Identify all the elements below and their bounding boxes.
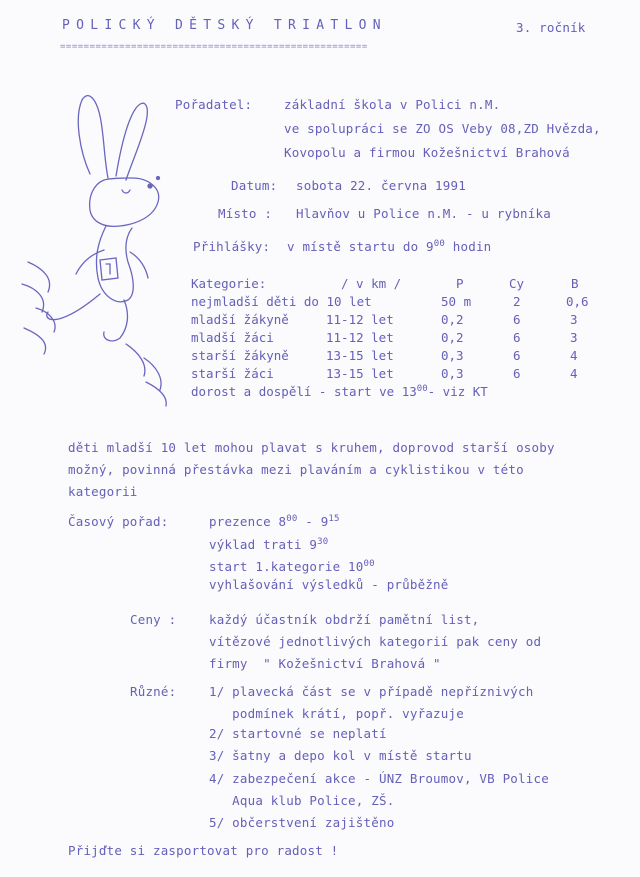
- organizer-line-2: ve spolupráci se ZO OS Veby 08,ZD Hvězda,: [284, 121, 601, 136]
- misc-item: 4/ zabezpečení akce - ÚNZ Broumov, VB Police: [209, 771, 549, 786]
- run-distance: 3: [570, 330, 578, 345]
- note-line-2: možný, povinná přestávka mezi plaváním a cyklistikou v této: [68, 462, 524, 477]
- prizes-line-1: každý účastník obdrží pamětní list,: [209, 612, 480, 627]
- category-age: 13-15 let: [326, 366, 394, 381]
- schedule-course: výklad trati $9^{30}$: [209, 536, 329, 552]
- header-unit: / v km /: [341, 276, 402, 291]
- run-distance: 4: [570, 366, 578, 381]
- organizer-line-1: základní škola v Polici n.M.: [284, 97, 501, 112]
- category-name: mladší žákyně: [191, 312, 289, 327]
- organizer-line-3: Kovopolu a firmou Kožešnictví Brahová: [284, 145, 570, 160]
- misc-label: Různé:: [130, 684, 177, 699]
- cycle-distance: 6: [513, 312, 521, 327]
- category-age: 11-12 let: [326, 330, 394, 345]
- place-value: Hlavňov u Police n.M. - u rybníka: [296, 206, 551, 221]
- bunny-drawing: [8, 82, 188, 412]
- registration-label: Přihlášky:: [193, 239, 271, 254]
- misc-item: 5/ občerstvení zajištěno: [209, 815, 395, 830]
- header-cycle: Cy: [509, 276, 525, 291]
- misc-item: Aqua klub Police, ZŠ.: [209, 793, 395, 808]
- misc-item: 2/ startovné se neplatí: [209, 726, 387, 741]
- header-swim: P: [456, 276, 464, 291]
- cycle-distance: 6: [513, 330, 521, 345]
- schedule-label: Časový pořad:: [68, 514, 169, 529]
- swim-distance: 50 m: [441, 294, 472, 309]
- category-name: mladší žáci: [191, 330, 274, 345]
- category-name: nejmladší děti do 10 let: [191, 294, 372, 309]
- prizes-line-3: firmy " Kožešnictví Brahová ": [209, 656, 441, 671]
- note-line-1: děti mladší 10 let mohou plavat s kruhem, doprovod starší osoby: [68, 440, 555, 455]
- swim-distance: 0,3: [441, 348, 464, 363]
- cycle-distance: 6: [513, 348, 521, 363]
- category-name: starší žáci: [191, 366, 274, 381]
- run-distance: 0,6: [566, 294, 589, 309]
- category-age: 13-15 let: [326, 348, 394, 363]
- cycle-distance: 6: [513, 366, 521, 381]
- document-title: POLICKÝ DĚTSKÝ TRIATLON: [62, 18, 387, 33]
- schedule-start: start 1.kategorie $10^{00}$: [209, 558, 375, 574]
- misc-item: 1/ plavecká část se v případě nepříznivých: [209, 684, 534, 699]
- footer-motto: Přijďte si zasportovat pro radost !: [68, 843, 339, 858]
- edition-label: 3. ročník: [516, 20, 586, 35]
- organizer-label: Pořadatel:: [175, 97, 253, 112]
- registration-value: v místě startu do $9^{00}$ hodin: [287, 238, 492, 254]
- category-name: starší žákyně: [191, 348, 289, 363]
- place-label: Místo :: [218, 206, 273, 221]
- misc-item: 3/ šatny a depo kol v místě startu: [209, 748, 472, 763]
- prizes-label: Ceny :: [130, 612, 177, 627]
- header-category: Kategorie:: [191, 276, 267, 291]
- cycle-distance: 2: [513, 294, 521, 309]
- swim-distance: 0,3: [441, 366, 464, 381]
- run-distance: 3: [570, 312, 578, 327]
- run-distance: 4: [570, 348, 578, 363]
- swim-distance: 0,2: [441, 330, 464, 345]
- schedule-presence: prezence $8^{00} - 9^{15}$: [209, 513, 340, 529]
- date-value: sobota 22. června 1991: [296, 178, 466, 193]
- title-underline: ====================================================: [60, 42, 368, 52]
- note-line-3: kategorii: [68, 484, 138, 499]
- adults-category: dorost a dospělí - start ve $13^{00}-$ viz KT: [191, 383, 488, 399]
- schedule-results: vyhlašování výsledků - průběžně: [209, 577, 449, 592]
- prizes-line-2: vítězové jednotlivých kategorií pak ceny od: [209, 634, 542, 649]
- swim-distance: 0,2: [441, 312, 464, 327]
- header-run: B: [571, 276, 579, 291]
- date-label: Datum:: [231, 178, 278, 193]
- misc-item: podmínek krátí, popř. vyřazuje: [209, 706, 464, 721]
- category-age: 11-12 let: [326, 312, 394, 327]
